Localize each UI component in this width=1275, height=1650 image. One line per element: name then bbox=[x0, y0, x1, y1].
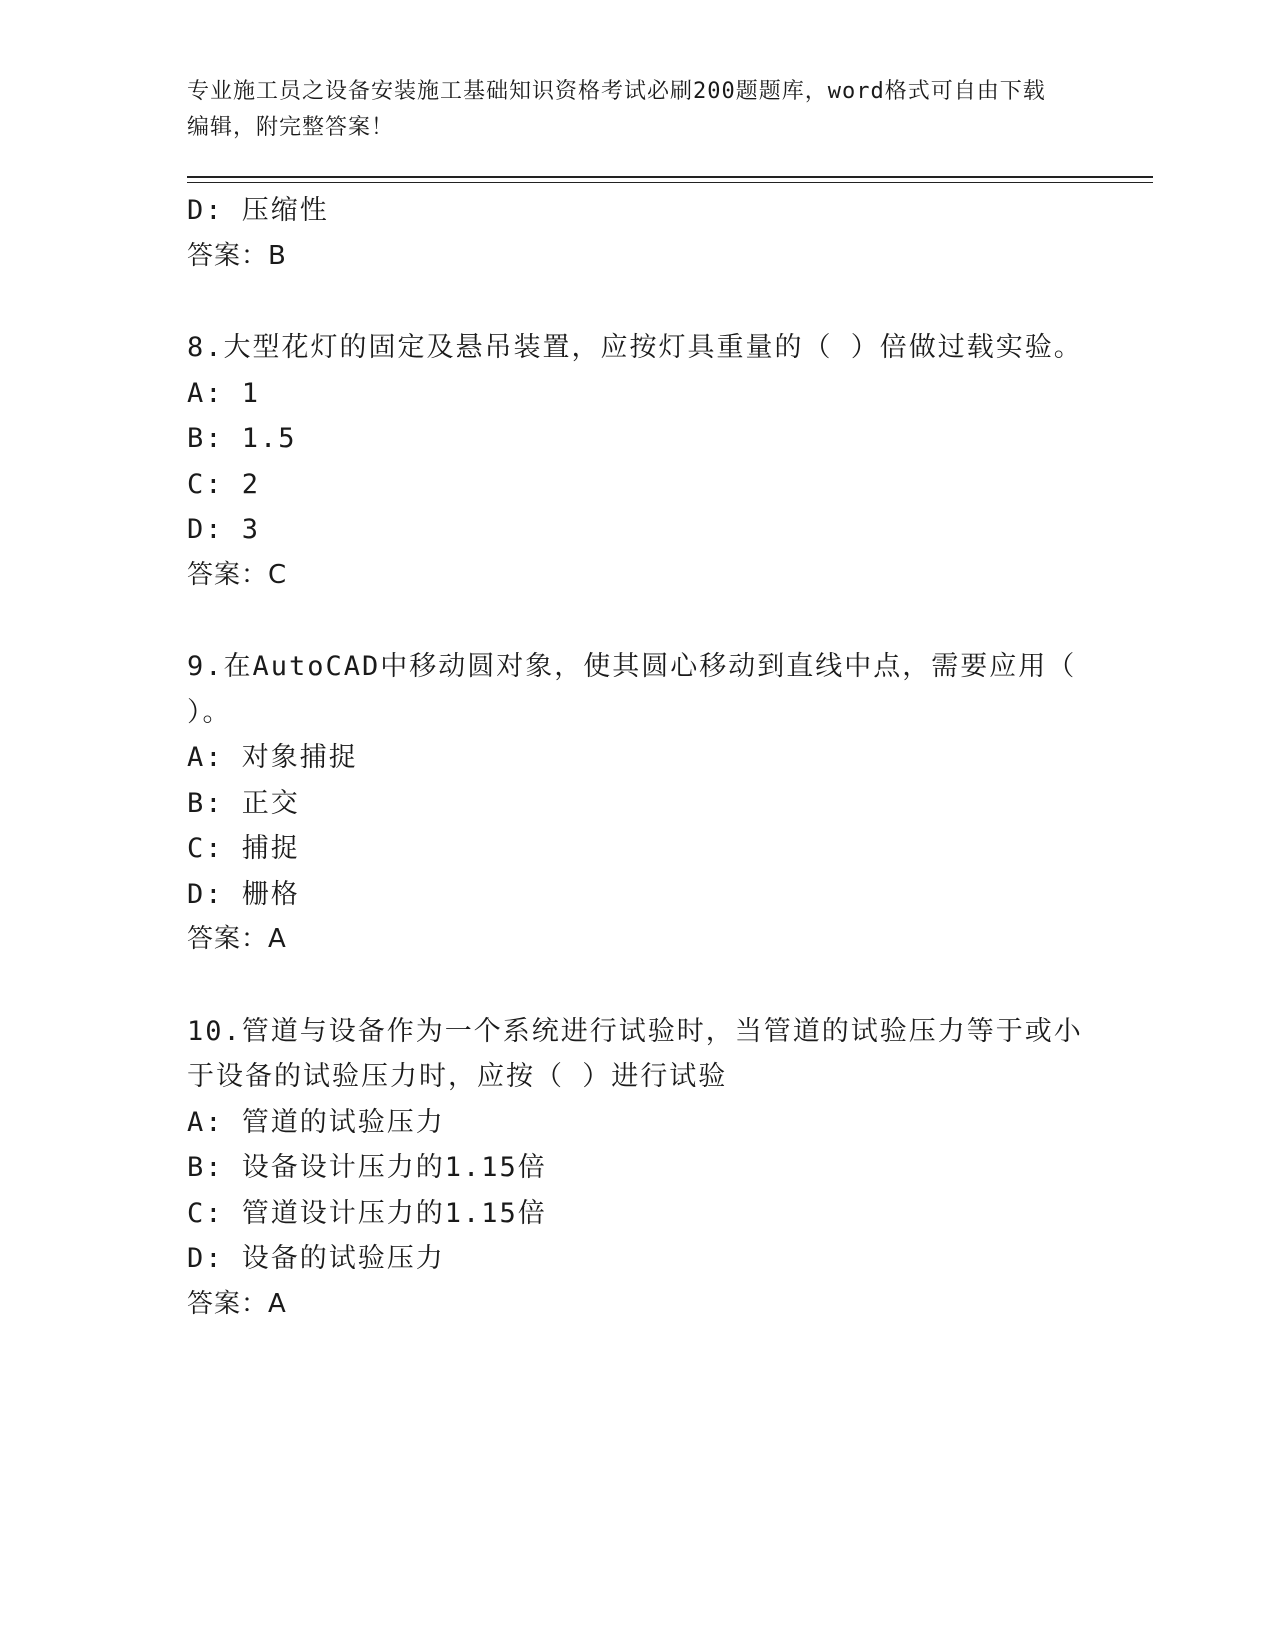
option-b: B: 正交 bbox=[187, 787, 300, 819]
option-a: A: 管道的试验压力 bbox=[187, 1106, 445, 1138]
header-divider-thin bbox=[187, 182, 1153, 183]
answer: 答案：A bbox=[187, 924, 287, 954]
question-stem: 8.大型花灯的固定及悬吊装置，应按灯具重量的（ ）倍做过载实验。 bbox=[187, 332, 1083, 363]
option-d: D: 3 bbox=[187, 514, 261, 545]
option-c: C: 2 bbox=[187, 468, 261, 500]
question-list bbox=[187, 188, 1153, 1327]
option-d: D: 压缩性 bbox=[187, 195, 329, 226]
answer: 答案：A bbox=[187, 1288, 287, 1319]
option-a: A: 1 bbox=[187, 377, 261, 409]
option-b: B: 1.5 bbox=[187, 423, 297, 454]
question-stem-line-2: 于设备的试验压力时，应按（ ）进行试验 bbox=[187, 1061, 728, 1092]
option-b: B: 设备设计压力的1.15倍 bbox=[187, 1152, 547, 1183]
question-stem-line-2: ）。 bbox=[187, 696, 232, 728]
document-header: 专业施工员之设备安装施工基础知识资格考试必刷200题题库，word格式可自由下载编辑，附完整答案！ bbox=[187, 79, 1046, 140]
option-c: C: 管道设计压力的1.15倍 bbox=[187, 1197, 547, 1229]
option-a: A: 对象捕捉 bbox=[187, 742, 358, 773]
option-c: C: 捕捉 bbox=[187, 833, 300, 864]
option-d: D: 栅格 bbox=[187, 878, 300, 910]
header-divider-thick bbox=[187, 176, 1153, 178]
question-stem-line-1: 9.在AutoCAD中移动圆对象，使其圆心移动到直线中点，需要应用（ bbox=[187, 651, 1077, 682]
option-d: D: 设备的试验压力 bbox=[187, 1243, 445, 1274]
answer: 答案：C bbox=[187, 559, 288, 590]
document-page bbox=[187, 0, 1153, 1650]
question-stem-line-1: 10.管道与设备作为一个系统进行试验时，当管道的试验压力等于或小 bbox=[187, 1015, 1083, 1047]
answer: 答案：B bbox=[187, 240, 287, 271]
